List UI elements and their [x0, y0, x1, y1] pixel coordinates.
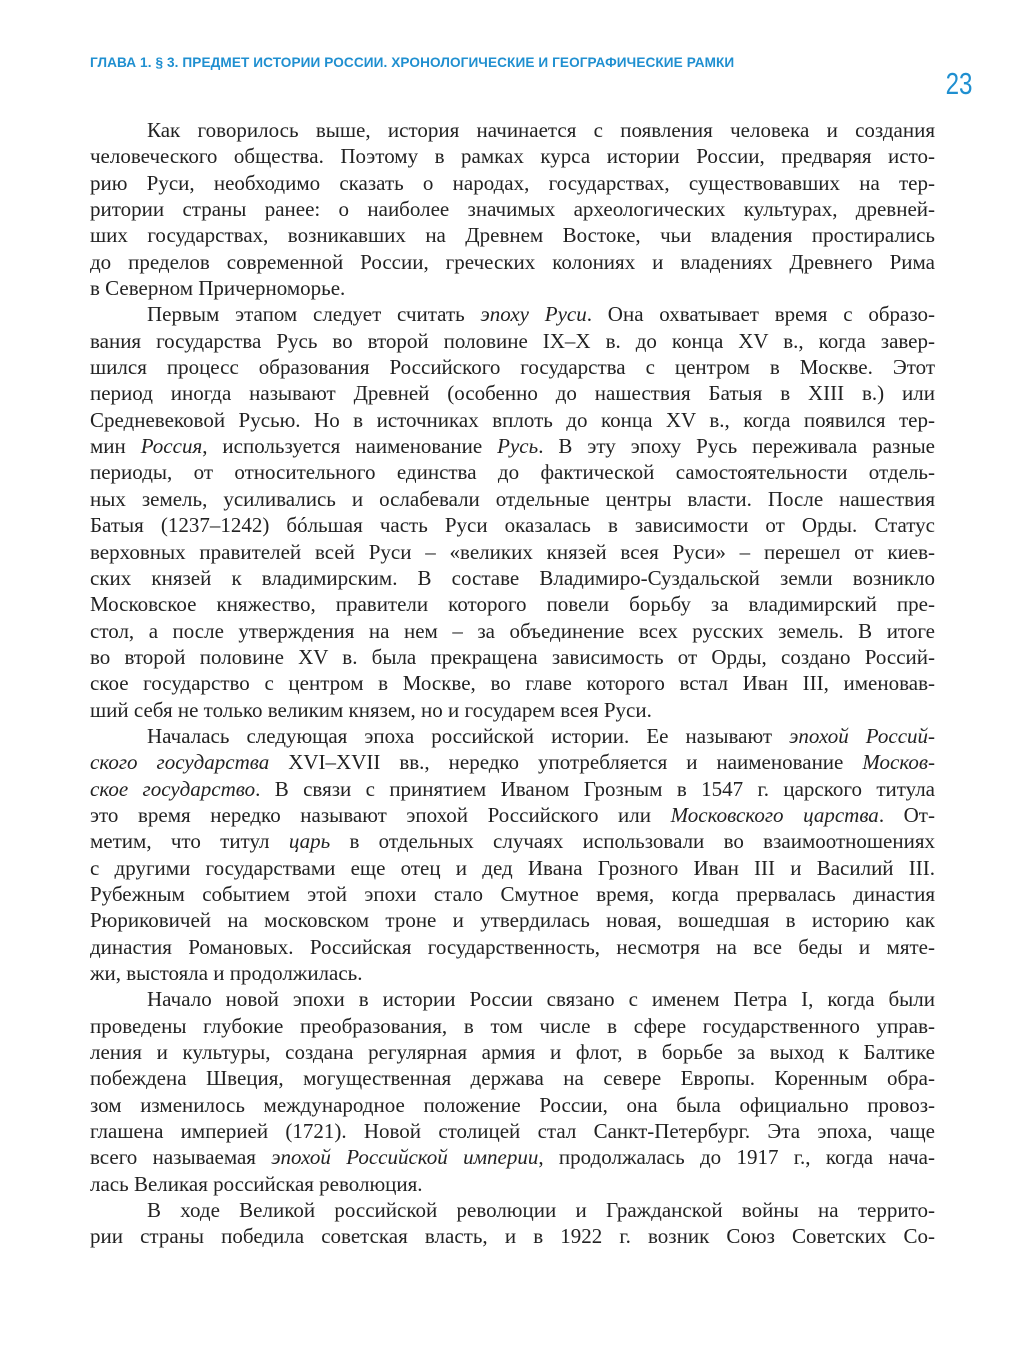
text-run: побеждена Швеция, могущественная держава на севере Европы. Коренным обра- — [90, 1066, 935, 1091]
text-line — [90, 828, 935, 854]
text-line — [90, 222, 935, 248]
text-line — [90, 1171, 935, 1197]
text-run: верховных правителей всей Руси – «великих князей всея Руси» – перешел от киев- — [90, 539, 935, 564]
text-run: с другими государствами еще отец и дед Ивана Грозного Иван III и Василий III. — [90, 855, 935, 880]
text-run: ское государство с центром в Москве, во главе которого встал Иван III, именовав- — [90, 671, 935, 696]
text-run: . В связи с принятием Иваном Грозным в 1547 г. царского титула — [255, 776, 935, 801]
text-line — [90, 565, 935, 591]
text-line — [90, 196, 935, 222]
text-line — [90, 1039, 935, 1065]
text-run: это время нередко называют эпохой Российского или — [90, 802, 671, 827]
text-line — [90, 539, 935, 565]
text-run: Батыя (1237–1242) бóльшая часть Руси оказалась в зависимости от Орды. Статус — [90, 513, 935, 538]
text-run: стол, а после утверждения на нем – за объединение всех русских земель. В итоге — [90, 618, 935, 643]
paragraph — [90, 117, 935, 301]
text-line — [90, 1197, 935, 1223]
text-run: . От- — [878, 802, 935, 827]
text-run: проведены глубокие преобразования, в том числе в сфере государственного управ- — [90, 1013, 935, 1038]
italic-term: эпохой Россий- — [789, 723, 935, 748]
text-run: мин — [90, 434, 141, 459]
text-run: ления и культуры, создана регулярная армия и флот, в борьбе за выход к Балтике — [90, 1040, 935, 1065]
italic-term: эпохой Российской империи — [271, 1145, 539, 1170]
text-line — [90, 802, 935, 828]
text-line — [90, 855, 935, 881]
italic-term: эпоху Руси — [480, 302, 587, 327]
text-run: зом изменилось международное положение России, она была официально провоз- — [90, 1092, 935, 1117]
text-line — [90, 934, 935, 960]
text-run: в отдельных случаях использовали во взаимоотношениях — [330, 829, 935, 854]
text-run: периоды, от относительного единства до фактической самостоятельности отдель- — [90, 460, 935, 485]
text-run: династия Романовых. Российская государственность, несмотря на все беды и мяте- — [90, 934, 935, 959]
italic-term: царь — [288, 829, 331, 854]
text-run: человеческого общества. Поэтому в рамках курса истории России, предваряя исто- — [90, 144, 935, 169]
text-run: Как говорилось выше, история начинается с появления человека и создания — [147, 118, 935, 142]
text-line — [90, 1118, 935, 1144]
italic-term: Россия — [140, 434, 203, 459]
text-line — [90, 1092, 935, 1118]
text-run: шился процесс образования Российского государства с центром в Москве. Этот — [90, 355, 935, 380]
italic-term: ское государство — [90, 776, 256, 801]
text-line — [90, 328, 935, 354]
text-run: Первым этапом следует считать — [147, 302, 481, 327]
text-run: вания государства Русь во второй половине IX–X в. до конца XV в., когда завер- — [90, 328, 935, 353]
text-run: Начало новой эпохи в истории России связано с именем Петра I, когда были — [147, 987, 935, 1012]
text-line — [90, 407, 935, 433]
body-text — [90, 117, 935, 1250]
text-run: Рюриковичей на московском троне и утвердилась новая, вошедшая в историю как — [90, 908, 935, 933]
text-run: Московское княжество, правители которого повели борьбу за владимирский пре- — [90, 592, 935, 617]
text-run: период иногда называют Древней (особенно до нашествия Батыя в XIII в.) или — [90, 381, 935, 406]
running-head: ГЛАВА 1. § 3. ПРЕДМЕТ ИСТОРИИ РОССИИ. ХРОНОЛОГИЧЕСКИЕ И ГЕОГРАФИЧЕСКИЕ РАМКИ — [90, 55, 735, 70]
text-line — [90, 301, 935, 327]
text-run: лась Великая российская революция. — [90, 1171, 423, 1196]
text-line — [90, 881, 935, 907]
text-line — [90, 380, 935, 406]
text-line — [90, 354, 935, 380]
text-line — [90, 1065, 935, 1091]
text-run: ший себя не только великим князем, но и государем всея Руси. — [90, 697, 652, 722]
text-run: во второй половине XV в. была прекращена зависимость от Орды, создано Россий- — [90, 644, 935, 669]
text-line — [90, 697, 935, 723]
text-run: всего называемая — [90, 1145, 272, 1170]
text-line — [90, 907, 935, 933]
text-run: ритории страны ранее: о наиболее значимых археологических культурах, древней- — [90, 197, 935, 222]
text-run: В ходе Великой российской революции и Гражданской войны на террито- — [147, 1198, 935, 1223]
italic-term: Московского царства — [670, 802, 879, 827]
text-run: Рубежным событием этой эпохи стало Смутное время, когда прервалась династия — [90, 881, 935, 906]
text-run: до пределов современной России, греческих колониях и владениях Древнего Рима — [90, 249, 935, 274]
text-run: ших государствах, возникавших на Древнем Востоке, чьи владения простирались — [90, 223, 935, 248]
italic-term: Москов- — [862, 750, 935, 775]
italic-term: Русь — [497, 434, 539, 459]
text-run: метим, что титул — [90, 829, 289, 854]
text-run: рию Руси, необходимо сказать о народах, государствах, существовавших на тер- — [90, 170, 935, 195]
text-line — [90, 117, 935, 143]
text-line — [90, 776, 935, 802]
paragraph — [90, 301, 935, 723]
text-run: Средневековой Русью. Но в источниках вплоть до конца XV в., когда появился тер- — [90, 407, 935, 432]
text-line — [90, 143, 935, 169]
text-line — [90, 670, 935, 696]
text-line — [90, 249, 935, 275]
text-line — [90, 960, 935, 986]
text-line — [90, 986, 935, 1012]
text-line — [90, 1223, 935, 1249]
text-line — [90, 275, 935, 301]
italic-term: ского государства — [90, 750, 270, 775]
text-run: рии страны победила советская власть, и в 1922 г. возник Союз Советских Со- — [90, 1224, 935, 1249]
text-run: Началась следующая эпоха российской истории. Ее называют — [147, 723, 790, 748]
text-run: , используется наименование — [202, 434, 498, 459]
text-run: ских князей к владимирским. В составе Владимиро-Суздальской земли возникло — [90, 565, 935, 590]
text-line — [90, 749, 935, 775]
paragraph — [90, 986, 935, 1197]
text-line — [90, 591, 935, 617]
paragraph — [90, 723, 935, 986]
text-run: XVI–XVII вв., нередко употребляется и наименование — [269, 750, 863, 775]
text-line — [90, 170, 935, 196]
text-run: . В эту эпоху Русь переживала разные — [538, 434, 935, 459]
page-number: 23 — [945, 66, 972, 101]
text-run: , продолжалась до 1917 г., когда нача- — [538, 1145, 935, 1170]
text-run: в Северном Причерноморье. — [90, 276, 346, 301]
text-run: ных земель, усиливались и ослабевали отдельные центры власти. После нашествия — [90, 486, 935, 511]
text-line — [90, 723, 935, 749]
text-line — [90, 486, 935, 512]
text-run: глашена империей (1721). Новой столицей стал Санкт-Петербург. Эта эпоха, чаще — [90, 1119, 935, 1144]
paragraph — [90, 1197, 935, 1250]
text-line — [90, 644, 935, 670]
text-line — [90, 1013, 935, 1039]
text-line — [90, 618, 935, 644]
text-line — [90, 512, 935, 538]
text-line — [90, 459, 935, 485]
text-run: . Она охватывает время с образо- — [586, 302, 935, 327]
text-run: жи, выстояла и продолжилась. — [90, 961, 363, 985]
text-line — [90, 1144, 935, 1170]
text-line — [90, 433, 935, 459]
